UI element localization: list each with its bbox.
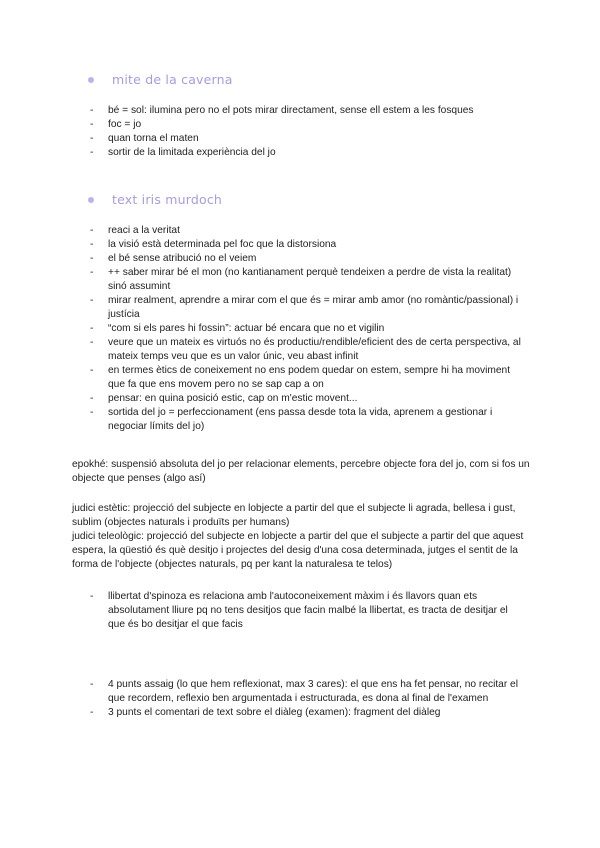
- heading-mite-caverna: [88, 72, 233, 87]
- list-item: - 3 punts el comentari de text sobre el diàleg (examen): fragment del diàleg: [90, 707, 441, 718]
- list-item: - pensar: en quina posició estic, cap on m'estic movent...: [90, 393, 358, 404]
- paragraph-judici-estetic: judici estètic: projecció del subjecte en lobjecte a partir del que el subjecte li agrada, bellesa i gust, sublim (objectes naturals i produïts per humans): [72, 503, 516, 528]
- list-item: - en termes ètics de coneixement no ens podem quedar on estem, sempre hi ha moviment que fa que ens movem pero no se sap cap a on: [90, 365, 511, 390]
- list-item: - quan torna el maten: [90, 133, 199, 144]
- list-item: - “com si els pares hi fossin”: actuar bé encara que no et vigilin: [90, 323, 385, 334]
- list-exam: [90, 678, 530, 720]
- list-mite-caverna: [90, 104, 520, 160]
- list-item: - sortida del jo = perfeccionament (ens passa desde tota la vida, aprenem a gestionar i negociar límits del jo): [90, 407, 493, 432]
- list-item: - veure que un mateix es virtuós no és productiu/rendible/eficient des de certa perspectiva, al mateix temps veu que es un valor únic, veu abast infinit: [90, 337, 521, 362]
- list-item: - reaci a la veritat: [90, 225, 180, 236]
- list-item: - la visió està determinada pel foc que la distorsiona: [90, 239, 337, 250]
- list-item: - sortir de la limitada experiència del jo: [90, 147, 276, 158]
- paragraph-judici-teleologic: judici teleològic: projecció del subjecte en lobjecte a partir del que el subjecte a partir del que aquest espera, la qüestió és què desitjo i projectes del desig d'una cosa determinada, jutges el sentit de la forma de l'objecte (objectes naturals, pq per kant la naturalesa te telos): [72, 531, 524, 570]
- list-item: - mirar realment, aprendre a mirar com el que és = mirar amb amor (no romàntic/passional) i justícia: [90, 295, 519, 320]
- bullet-dot-icon: [88, 77, 94, 83]
- heading-iris-murdoch: [88, 192, 222, 207]
- list-item: - 4 punts assaig (lo que hem reflexionat, max 3 cares): el que ens ha fet pensar, no recitar el que recordem, reflexio ben argumentada i estructurada, es dona al final de l'examen: [90, 679, 518, 704]
- list-item: - llibertat d'spinoza es relaciona amb l'autoconeixement màxim i és llavors quan ets absolutament lliure pq no tens desitjos que facin malbé la llibertat, es tracta de desitjar el que és bo desitjar el que facis: [90, 591, 508, 630]
- heading-text: text iris murdoch: [112, 192, 223, 207]
- list-item: - ++ saber mirar bé el mon (no kantianament perquè tendeixen a perdre de vista la realitat) sinó assumint: [90, 267, 512, 292]
- list-item: - el bé sense atribució no el veiem: [90, 253, 257, 264]
- bullet-dot-icon: [88, 197, 94, 203]
- list-iris-murdoch: [90, 224, 522, 434]
- list-spinoza: [90, 590, 526, 632]
- list-item: - bé = sol: ilumina pero no el pots mirar directament, sense ell estem a les fosques: [90, 105, 474, 116]
- paragraph-epokhe: epokhé: suspensió absoluta del jo per relacionar elements, percebre objecte fora del jo, com si fos un objecte que penses (algo así): [72, 459, 530, 484]
- list-item: - foc = jo: [90, 119, 142, 130]
- heading-text: mite de la caverna: [112, 72, 233, 87]
